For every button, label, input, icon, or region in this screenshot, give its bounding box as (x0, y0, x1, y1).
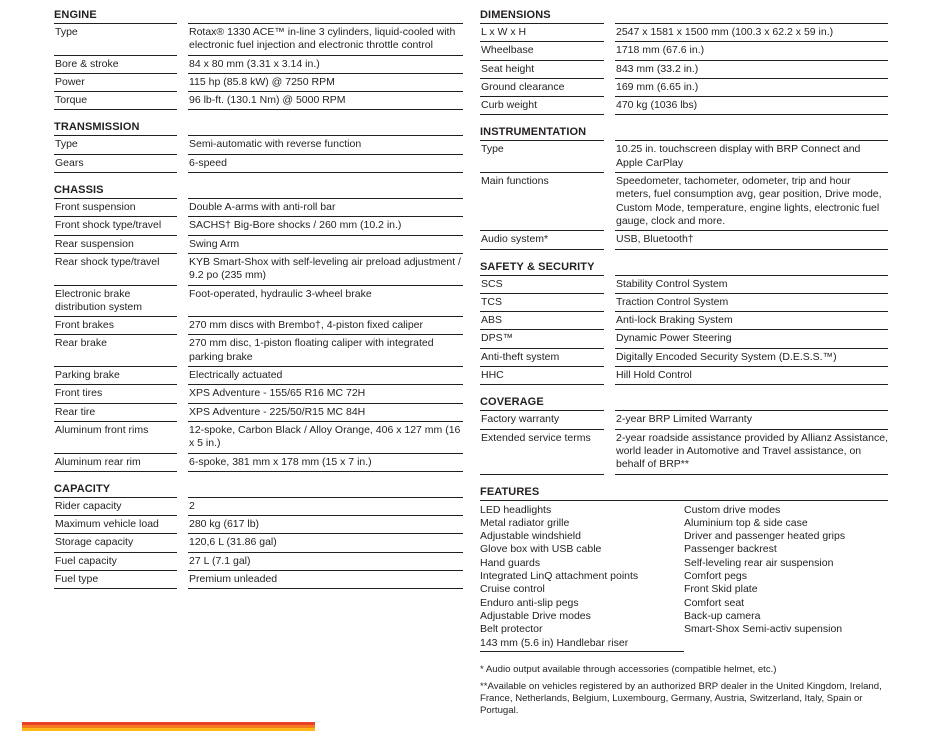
feature-item: Enduro anti-slip pegs (480, 596, 579, 609)
spec-label: Curb weight (480, 97, 604, 115)
spec-value: 12-spoke, Carbon Black / Alloy Orange, 406 x 127 mm (16 x 5 in.) (188, 422, 463, 454)
spec-row (480, 349, 888, 367)
section-title: SAFETY & SECURITY (480, 260, 595, 273)
spec-section (54, 182, 463, 472)
feature-item: Comfort pegs (684, 570, 748, 583)
right-column (480, 4, 888, 717)
spec-label: Rear shock type/travel (54, 254, 177, 286)
spec-label: Bore & stroke (54, 56, 177, 74)
spec-label: Torque (54, 92, 177, 110)
feature-item: Passenger backrest (684, 543, 777, 556)
spec-row (54, 236, 463, 254)
spec-label: Storage capacity (54, 534, 177, 552)
spec-row (54, 23, 463, 56)
spec-value: Double A-arms with anti-roll bar (188, 198, 463, 217)
feature-item: LED headlights (480, 503, 552, 516)
feature-item: 143 mm (5.6 in) Handlebar riser (480, 636, 629, 649)
features-list (480, 500, 888, 652)
spec-section (54, 7, 463, 110)
spec-value: Speedometer, tachometer, odometer, trip and hour meters, fuel consumption avg, gear position, Drive mode, Custom Mode, temperature, engine lights, electronic fuel gauge, clock and more. (615, 173, 888, 231)
spec-value: 2547 x 1581 x 1500 mm (100.3 x 62.2 x 59 in.) (615, 23, 888, 42)
spec-row (54, 534, 463, 552)
spec-section (54, 481, 463, 589)
spec-row (54, 92, 463, 110)
spec-label: Rear brake (54, 335, 177, 367)
feature-item: Back-up camera (684, 609, 761, 622)
spec-row (480, 61, 888, 79)
spec-value: 2-year roadside assistance provided by Allianz Assistance, world leader in Automotive and Travel assistance, on behalf of BRP** (615, 430, 888, 475)
spec-label: Maximum vehicle load (54, 516, 177, 534)
feature-item: Comfort seat (684, 596, 745, 609)
feature-item: Belt protector (480, 623, 543, 636)
features-column-2 (684, 504, 864, 652)
spec-value: KYB Smart-Shox with self-leveling air preload adjustment / 9.2 po (235 mm) (188, 254, 463, 286)
spec-value: Foot-operated, hydraulic 3-wheel brake (188, 286, 463, 318)
spec-row (54, 454, 463, 472)
spec-label: Audio system* (480, 231, 604, 249)
spec-row (54, 198, 463, 217)
spec-label: Fuel type (54, 571, 177, 589)
spec-value: USB, Bluetooth† (615, 231, 888, 249)
spec-row (54, 317, 463, 335)
spec-value: 470 kg (1036 lbs) (615, 97, 888, 115)
feature-item: Integrated LinQ attachment points (480, 570, 639, 583)
spec-row (54, 56, 463, 74)
features-title: FEATURES (480, 485, 540, 498)
spec-label: ABS (480, 312, 604, 330)
spec-label: L x W x H (480, 23, 604, 42)
spec-row (54, 335, 463, 367)
spec-row (480, 330, 888, 348)
feature-item: Adjustable Drive modes (480, 609, 591, 622)
spec-value: Stability Control System (615, 275, 888, 294)
spec-row (54, 516, 463, 534)
left-column (54, 4, 463, 589)
feature-item: Aluminium top & side case (684, 516, 808, 529)
spec-value: Anti-lock Braking System (615, 312, 888, 330)
spec-value: Premium unleaded (188, 571, 463, 589)
spec-value: Digitally Encoded Security System (D.E.S.S.™) (615, 349, 888, 367)
right-spec-sections (480, 7, 888, 475)
spec-value: XPS Adventure - 155/65 R16 MC 72H (188, 385, 463, 403)
spec-value: Swing Arm (188, 236, 463, 254)
spec-row (480, 23, 888, 42)
section-title: CAPACITY (54, 482, 111, 495)
spec-row (480, 430, 888, 475)
spec-label: Rear suspension (54, 236, 177, 254)
feature-item: Hand guards (480, 556, 541, 569)
spec-row (54, 254, 463, 286)
spec-value: 6-spoke, 381 mm x 178 mm (15 x 7 in.) (188, 454, 463, 472)
spec-label: Type (480, 140, 604, 173)
spec-label: Front shock type/travel (54, 217, 177, 235)
spec-label: Parking brake (54, 367, 177, 385)
spec-label: Fuel capacity (54, 553, 177, 571)
spec-label: Front suspension (54, 198, 177, 217)
spec-label: Factory warranty (480, 410, 604, 429)
spec-label: Main functions (480, 173, 604, 231)
spec-label: Aluminum rear rim (54, 454, 177, 472)
feature-item: Cruise control (480, 583, 545, 596)
spec-row (54, 135, 463, 154)
spec-value: 96 lb-ft. (130.1 Nm) @ 5000 RPM (188, 92, 463, 110)
footnote-availability: **Available on vehicles registered by an authorized BRP dealer in the United Kingdom, Ireland, France, Netherlands, Belgium, Luxembourg, Germany, Austria, Switzerland, Italy, Spain or Portugal. (480, 680, 882, 716)
spec-value: SACHS† Big-Bore shocks / 260 mm (10.2 in.) (188, 217, 463, 235)
spec-row (54, 286, 463, 318)
footnote-audio: * Audio output available through accessories (compatible helmet, etc.) (480, 663, 777, 675)
spec-label: Wheelbase (480, 42, 604, 60)
spec-label: Front tires (54, 385, 177, 403)
spec-value: 270 mm discs with Brembo†, 4-piston fixed caliper (188, 317, 463, 335)
spec-label: TCS (480, 294, 604, 312)
spec-label: Ground clearance (480, 79, 604, 97)
spec-row (480, 312, 888, 330)
spec-row (480, 140, 888, 173)
spec-label: Type (54, 135, 177, 154)
spec-value: Traction Control System (615, 294, 888, 312)
spec-row (54, 367, 463, 385)
feature-item: Front Skid plate (684, 583, 758, 596)
features-column-1 (480, 504, 684, 652)
spec-section (480, 124, 888, 249)
spec-section (480, 7, 888, 115)
spec-row (480, 79, 888, 97)
spec-row (480, 294, 888, 312)
spec-label: Gears (54, 155, 177, 173)
feature-item: Custom drive modes (684, 503, 781, 516)
spec-row (54, 155, 463, 173)
spec-label: HHC (480, 367, 604, 385)
spec-value: 10.25 in. touchscreen display with BRP Connect and Apple CarPlay (615, 140, 888, 173)
feature-item: Self-leveling rear air suspension (684, 556, 834, 569)
spec-row (480, 410, 888, 429)
section-title: INSTRUMENTATION (480, 126, 587, 139)
spec-label: Power (54, 74, 177, 92)
spec-row (54, 497, 463, 516)
spec-section (480, 259, 888, 386)
spec-row (54, 74, 463, 92)
feature-item: Driver and passenger heated grips (684, 530, 846, 543)
spec-value: XPS Adventure - 225/50/R15 MC 84H (188, 404, 463, 422)
spec-row (480, 42, 888, 60)
spec-row (480, 97, 888, 115)
spec-row (480, 173, 888, 231)
spec-value: 1718 mm (67.6 in.) (615, 42, 888, 60)
spec-row (480, 367, 888, 385)
section-title: ENGINE (54, 9, 97, 21)
feature-item: Metal radiator grille (480, 516, 570, 529)
spec-label: Extended service terms (480, 430, 604, 475)
feature-item: Glove box with USB cable (480, 543, 602, 556)
spec-value: 2 (188, 497, 463, 516)
spec-row (54, 422, 463, 454)
spec-row (54, 553, 463, 571)
spec-row (480, 231, 888, 249)
feature-item: Adjustable windshield (480, 530, 581, 543)
section-title: CHASSIS (54, 184, 104, 197)
spec-row (54, 385, 463, 403)
spec-value: 120,6 L (31.86 gal) (188, 534, 463, 552)
spec-row (480, 275, 888, 294)
spec-row (54, 404, 463, 422)
spec-value: Semi-automatic with reverse function (188, 135, 463, 154)
spec-label: Seat height (480, 61, 604, 79)
spec-value: 280 kg (617 lb) (188, 516, 463, 534)
section-title: TRANSMISSION (54, 121, 140, 134)
spec-label: Anti-theft system (480, 349, 604, 367)
spec-row (54, 571, 463, 589)
spec-label: Aluminum front rims (54, 422, 177, 454)
spec-section (54, 119, 463, 173)
spec-label: Electronic brake distribution system (54, 286, 177, 318)
spec-value: 27 L (7.1 gal) (188, 553, 463, 571)
spec-label: SCS (480, 275, 604, 294)
spec-value: Electrically actuated (188, 367, 463, 385)
spec-row (54, 217, 463, 235)
spec-value: 2-year BRP Limited Warranty (615, 410, 888, 429)
section-title: COVERAGE (480, 396, 544, 409)
spec-value: 6-speed (188, 155, 463, 173)
spec-label: Type (54, 23, 177, 56)
spec-label: DPS™ (480, 330, 604, 348)
spec-label: Front brakes (54, 317, 177, 335)
spec-value: Rotax® 1330 ACE™ in-line 3 cylinders, liquid-cooled with electronic fuel injection and electronic throttle control (188, 23, 463, 56)
spec-value: 115 hp (85.8 kW) @ 7250 RPM (188, 74, 463, 92)
stripe-yellow (22, 728, 315, 731)
spec-value: 84 x 80 mm (3.31 x 3.14 in.) (188, 56, 463, 74)
spec-value: Hill Hold Control (615, 367, 888, 385)
spec-value: 843 mm (33.2 in.) (615, 61, 888, 79)
brand-color-stripe (22, 722, 315, 733)
features-section (480, 484, 888, 652)
spec-value: Dynamic Power Steering (615, 330, 888, 348)
spec-value: 169 mm (6.65 in.) (615, 79, 888, 97)
spec-label: Rider capacity (54, 497, 177, 516)
spec-value: 270 mm disc, 1-piston floating caliper with integrated parking brake (188, 335, 463, 367)
spec-section (480, 394, 888, 474)
feature-item: Smart-Shox Semi-activ supension (684, 623, 843, 636)
section-title: DIMENSIONS (480, 9, 551, 21)
spec-label: Rear tire (54, 404, 177, 422)
